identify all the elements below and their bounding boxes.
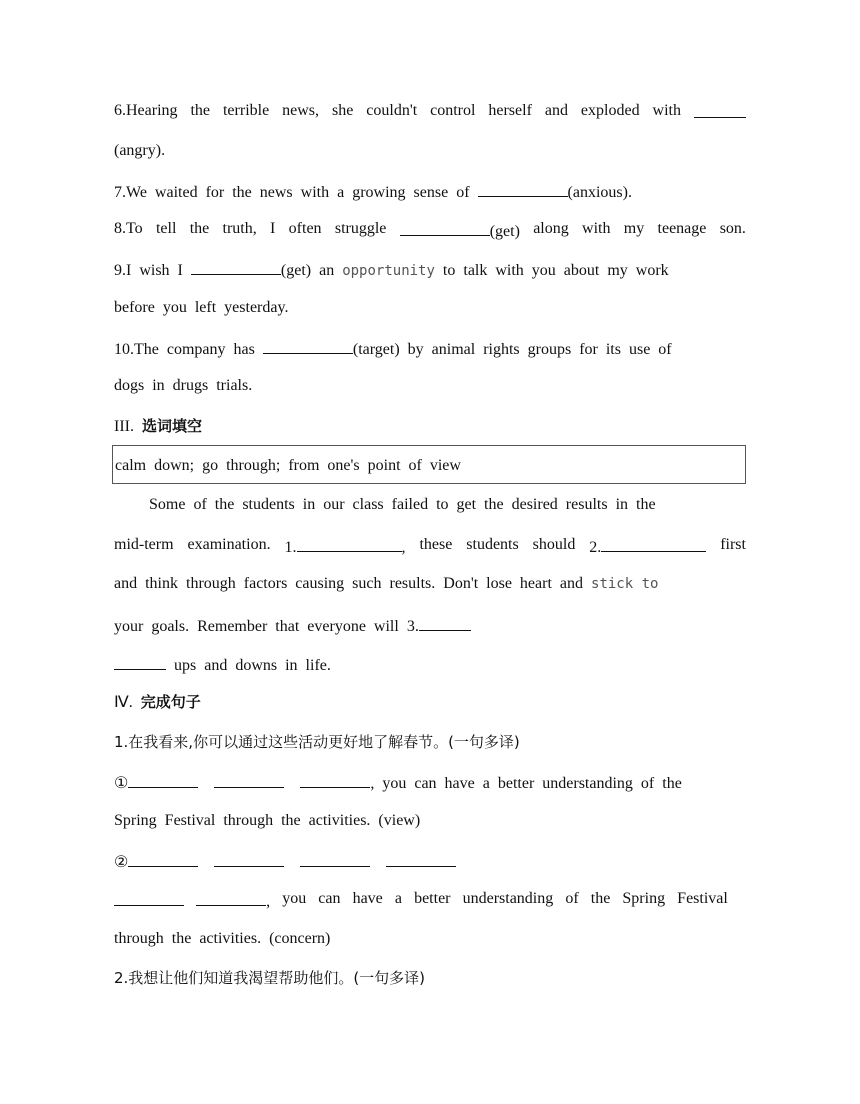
word: you — [282, 890, 307, 907]
word: mid-term — [114, 536, 174, 553]
answer-blank[interactable] — [297, 535, 402, 552]
word: these — [419, 536, 453, 553]
question-9-line-2: before you left yesterday. — [114, 299, 289, 316]
word: the — [190, 102, 211, 119]
question-9-text: 9.I wish I — [114, 262, 191, 279]
answer-blank[interactable] — [478, 180, 568, 197]
word: 6.Hearing — [114, 102, 178, 119]
word: first — [720, 536, 746, 553]
question-7-hint: (anxious). — [567, 184, 632, 201]
question-10-text: 10.The company has — [114, 341, 263, 358]
question-9-text-after: to talk with you about my work — [434, 262, 669, 279]
section-4-heading — [114, 692, 201, 713]
word: couldn't — [366, 102, 418, 119]
answer-blank[interactable] — [300, 850, 370, 867]
question-6-hint: (angry). — [114, 142, 166, 159]
answer-blank[interactable] — [386, 850, 456, 867]
word: students — [466, 536, 519, 553]
section-4-title: 完成句子 — [140, 693, 201, 711]
sentence-1-version-2-line-3: through the activities. (concern) — [114, 930, 331, 947]
answer-blank[interactable] — [214, 850, 284, 867]
word: with — [652, 102, 681, 119]
passage-line-4-text: your goals. Remember that everyone will 3. — [114, 618, 419, 635]
answer-blank[interactable] — [128, 850, 198, 867]
numbered-blank — [589, 535, 706, 558]
word: understanding — [462, 890, 554, 907]
word: exploded — [580, 102, 640, 119]
question-10-line-2: dogs in drugs trials. — [114, 377, 253, 394]
sentence-1-version-1-line-2: Spring Festival through the activities. (view) — [114, 812, 421, 829]
word: truth, — [222, 220, 257, 237]
word: and — [544, 102, 568, 119]
word: often — [288, 220, 322, 237]
passage-line-5 — [114, 653, 331, 676]
circled-two: ② — [114, 854, 129, 871]
word: she — [331, 102, 354, 119]
sentence-1-version-1-text: , you can have a better understanding of the — [370, 775, 682, 792]
circled-one: ① — [114, 775, 129, 792]
sentence-1-version-2 — [114, 850, 456, 873]
answer-blank[interactable] — [300, 771, 370, 788]
word: can — [318, 890, 341, 907]
word: terrible — [222, 102, 270, 119]
word: (get) — [489, 223, 520, 240]
passage-line-1: Some of the students in our class failed to get the desired results in the — [149, 496, 656, 513]
answer-blank[interactable] — [263, 337, 353, 354]
passage-mono-phrase: stick to — [591, 576, 659, 592]
word: along — [533, 220, 569, 237]
word: my — [623, 220, 645, 237]
word: , — [401, 539, 406, 556]
sentence-1-prompt: 1.在我看来,你可以通过这些活动更好地了解春节。(一句多译) — [114, 733, 520, 751]
word: the — [590, 890, 611, 907]
answer-blank[interactable] — [114, 653, 166, 670]
word: examination. — [187, 536, 271, 553]
passage-line-5-text: ups and downs in life. — [166, 657, 331, 674]
word: news, — [282, 102, 320, 119]
passage-line-2 — [114, 535, 746, 558]
section-3-title: 选词填空 — [141, 417, 202, 435]
passage-line-3 — [114, 574, 658, 594]
word: , — [266, 893, 271, 910]
word: the — [189, 220, 210, 237]
answer-blank[interactable] — [419, 614, 471, 631]
blank-number: 2. — [589, 539, 602, 556]
sentence-1-version-1 — [114, 771, 682, 794]
answer-blank[interactable] — [114, 889, 184, 906]
sentence-2-prompt: 2.我想让他们知道我渴望帮助他们。(一句多译) — [114, 969, 426, 987]
answer-with-hint — [400, 219, 520, 242]
question-9-mono-word: opportunity — [342, 263, 435, 279]
sentence-1-version-2-line-2 — [114, 889, 728, 912]
word: with — [582, 220, 611, 237]
section-4-roman: Ⅳ. — [114, 694, 141, 711]
word: a — [394, 890, 402, 907]
word: son. — [719, 220, 746, 237]
answer-with-comma — [196, 889, 270, 912]
word: better — [414, 890, 451, 907]
numbered-blank — [285, 535, 406, 558]
question-7-text: 7.We waited for the news with a growing sense of — [114, 184, 478, 201]
word: struggle — [334, 220, 387, 237]
blank-number: 1. — [284, 539, 297, 556]
answer-blank[interactable] — [400, 219, 490, 236]
answer-blank[interactable] — [601, 535, 706, 552]
word: teenage — [657, 220, 707, 237]
word: control — [430, 102, 476, 119]
question-10-text-after: (target) by animal rights groups for its use of — [352, 341, 672, 358]
section-3-roman: III. — [114, 418, 142, 435]
word: I — [270, 220, 276, 237]
word: 8.To — [114, 220, 143, 237]
section-3-heading — [114, 416, 202, 437]
question-7 — [114, 180, 632, 203]
question-8 — [114, 219, 746, 242]
passage-line-4 — [114, 614, 471, 637]
word: have — [352, 890, 383, 907]
word: Festival — [677, 890, 728, 907]
answer-blank[interactable] — [694, 101, 746, 118]
word: tell — [155, 220, 177, 237]
question-10-line-1 — [114, 337, 672, 360]
question-9-hint: (get) an — [280, 262, 343, 279]
word: of — [565, 890, 579, 907]
question-6-line-1 — [114, 101, 746, 121]
word: Spring — [622, 890, 666, 907]
question-9-line-1 — [114, 258, 669, 281]
passage-line-3-text: and think through factors causing such results. Don't lose heart and — [114, 575, 592, 592]
answer-blank[interactable] — [191, 258, 281, 275]
word: herself — [488, 102, 532, 119]
answer-blank[interactable] — [128, 771, 198, 788]
word-bank-box — [112, 445, 746, 484]
word-bank-text: calm down; go through; from one's point of view — [115, 457, 461, 474]
answer-blank[interactable] — [214, 771, 284, 788]
answer-blank[interactable] — [196, 889, 266, 906]
word: should — [532, 536, 576, 553]
